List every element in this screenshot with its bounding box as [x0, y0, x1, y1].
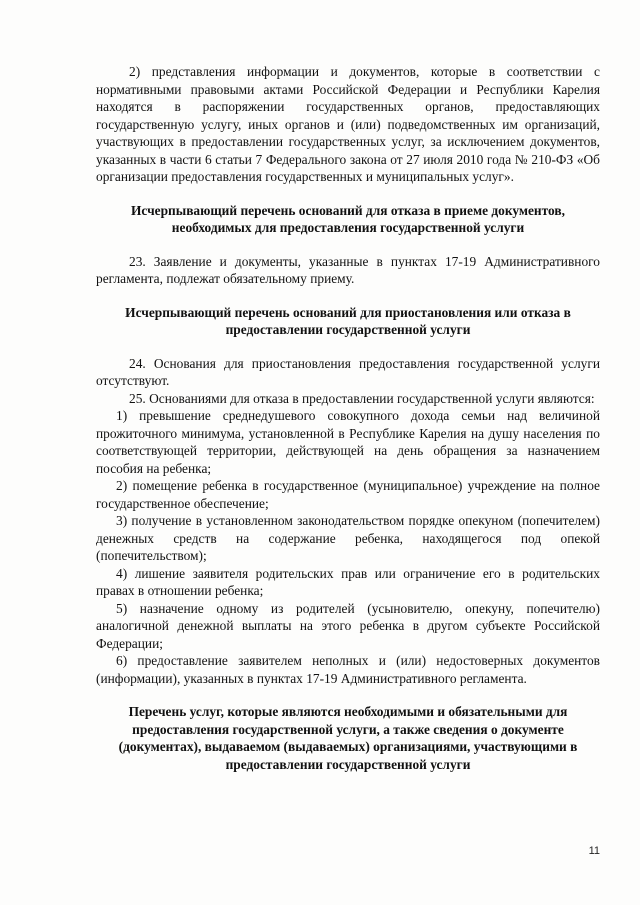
- list-item: 3) получение в установленном законодательством порядке опекуном (попечителем) денежных средств на содержание ребенка, находящегося под опекой (попечительством);: [96, 513, 600, 563]
- spacer: [96, 687, 600, 703]
- list-item: 2) помещение ребенка в государственное (муниципальное) учреждение на полное государственное обеспечение;: [96, 478, 600, 511]
- paragraph-23: 23. Заявление и документы, указанные в пунктах 17-19 Административного регламента, подлежат обязательному приему.: [96, 253, 600, 286]
- section-heading-document-refusal: Исчерпывающий перечень оснований для отказа в приеме документов, необходимых для предоставления государственной услуги: [131, 202, 565, 235]
- page-number: 11: [588, 845, 600, 857]
- spacer: [96, 339, 600, 355]
- list-item: 4) лишение заявителя родительских прав или ограничение его в родительских правах в отношении ребенка;: [96, 565, 600, 598]
- spacer: [96, 186, 600, 202]
- document-body: [96, 63, 600, 773]
- spacer: [96, 237, 600, 253]
- paragraph-24: 24. Основания для приостановления предоставления государственной услуги отсутствуют.: [96, 355, 600, 388]
- refusal-grounds-list: [96, 407, 600, 687]
- section-heading-service-suspension: Исчерпывающий перечень оснований для приостановления или отказа в предоставлении государственной услуги: [125, 304, 571, 337]
- list-item: 5) назначение одному из родителей (усыновителю, опекуну, попечителю) аналогичной денежной выплаты на этого ребенка в другом субъекте Российской Федерации;: [96, 600, 600, 651]
- list-item: 1) превышение среднедушевого совокупного дохода семьи над величиной прожиточного минимума, установленной в Республике Карелия на душу населения по соответствующей территории, действующей на день обращения за назначением пособия на ребенка;: [96, 408, 600, 476]
- section-heading-required-services: Перечень услуг, которые являются необходимыми и обязательными для предоставления государственной услуги, а также сведения о документе (документах), выдаваемом (выдаваемых) организациями, участвующими в предоставлении государственной услуги: [118, 704, 578, 772]
- paragraph-25: 25. Основаниями для отказа в предоставлении государственной услуги являются:: [129, 390, 595, 406]
- paragraph-item-2: 2) представления информации и документов, которые в соответствии с нормативными правовыми актами Российской Федерации и Республики Карелия находятся в распоряжении государственных органов, предоставляющих государственную услугу, иных органов и (или) подведомственных им организаций, участвующих в предоставлении государственных услуг, за исключением документов, указанных в части 6 статьи 7 Федерального закона от 27 июля 2010 года № 210-ФЗ «Об организации предоставления государственных и муниципальных услуг».: [96, 64, 600, 184]
- spacer: [96, 288, 600, 304]
- list-item: 6) предоставление заявителем неполных и (или) недостоверных документов (информации), указанных в пунктах 17-19 Административного регламента.: [96, 653, 600, 686]
